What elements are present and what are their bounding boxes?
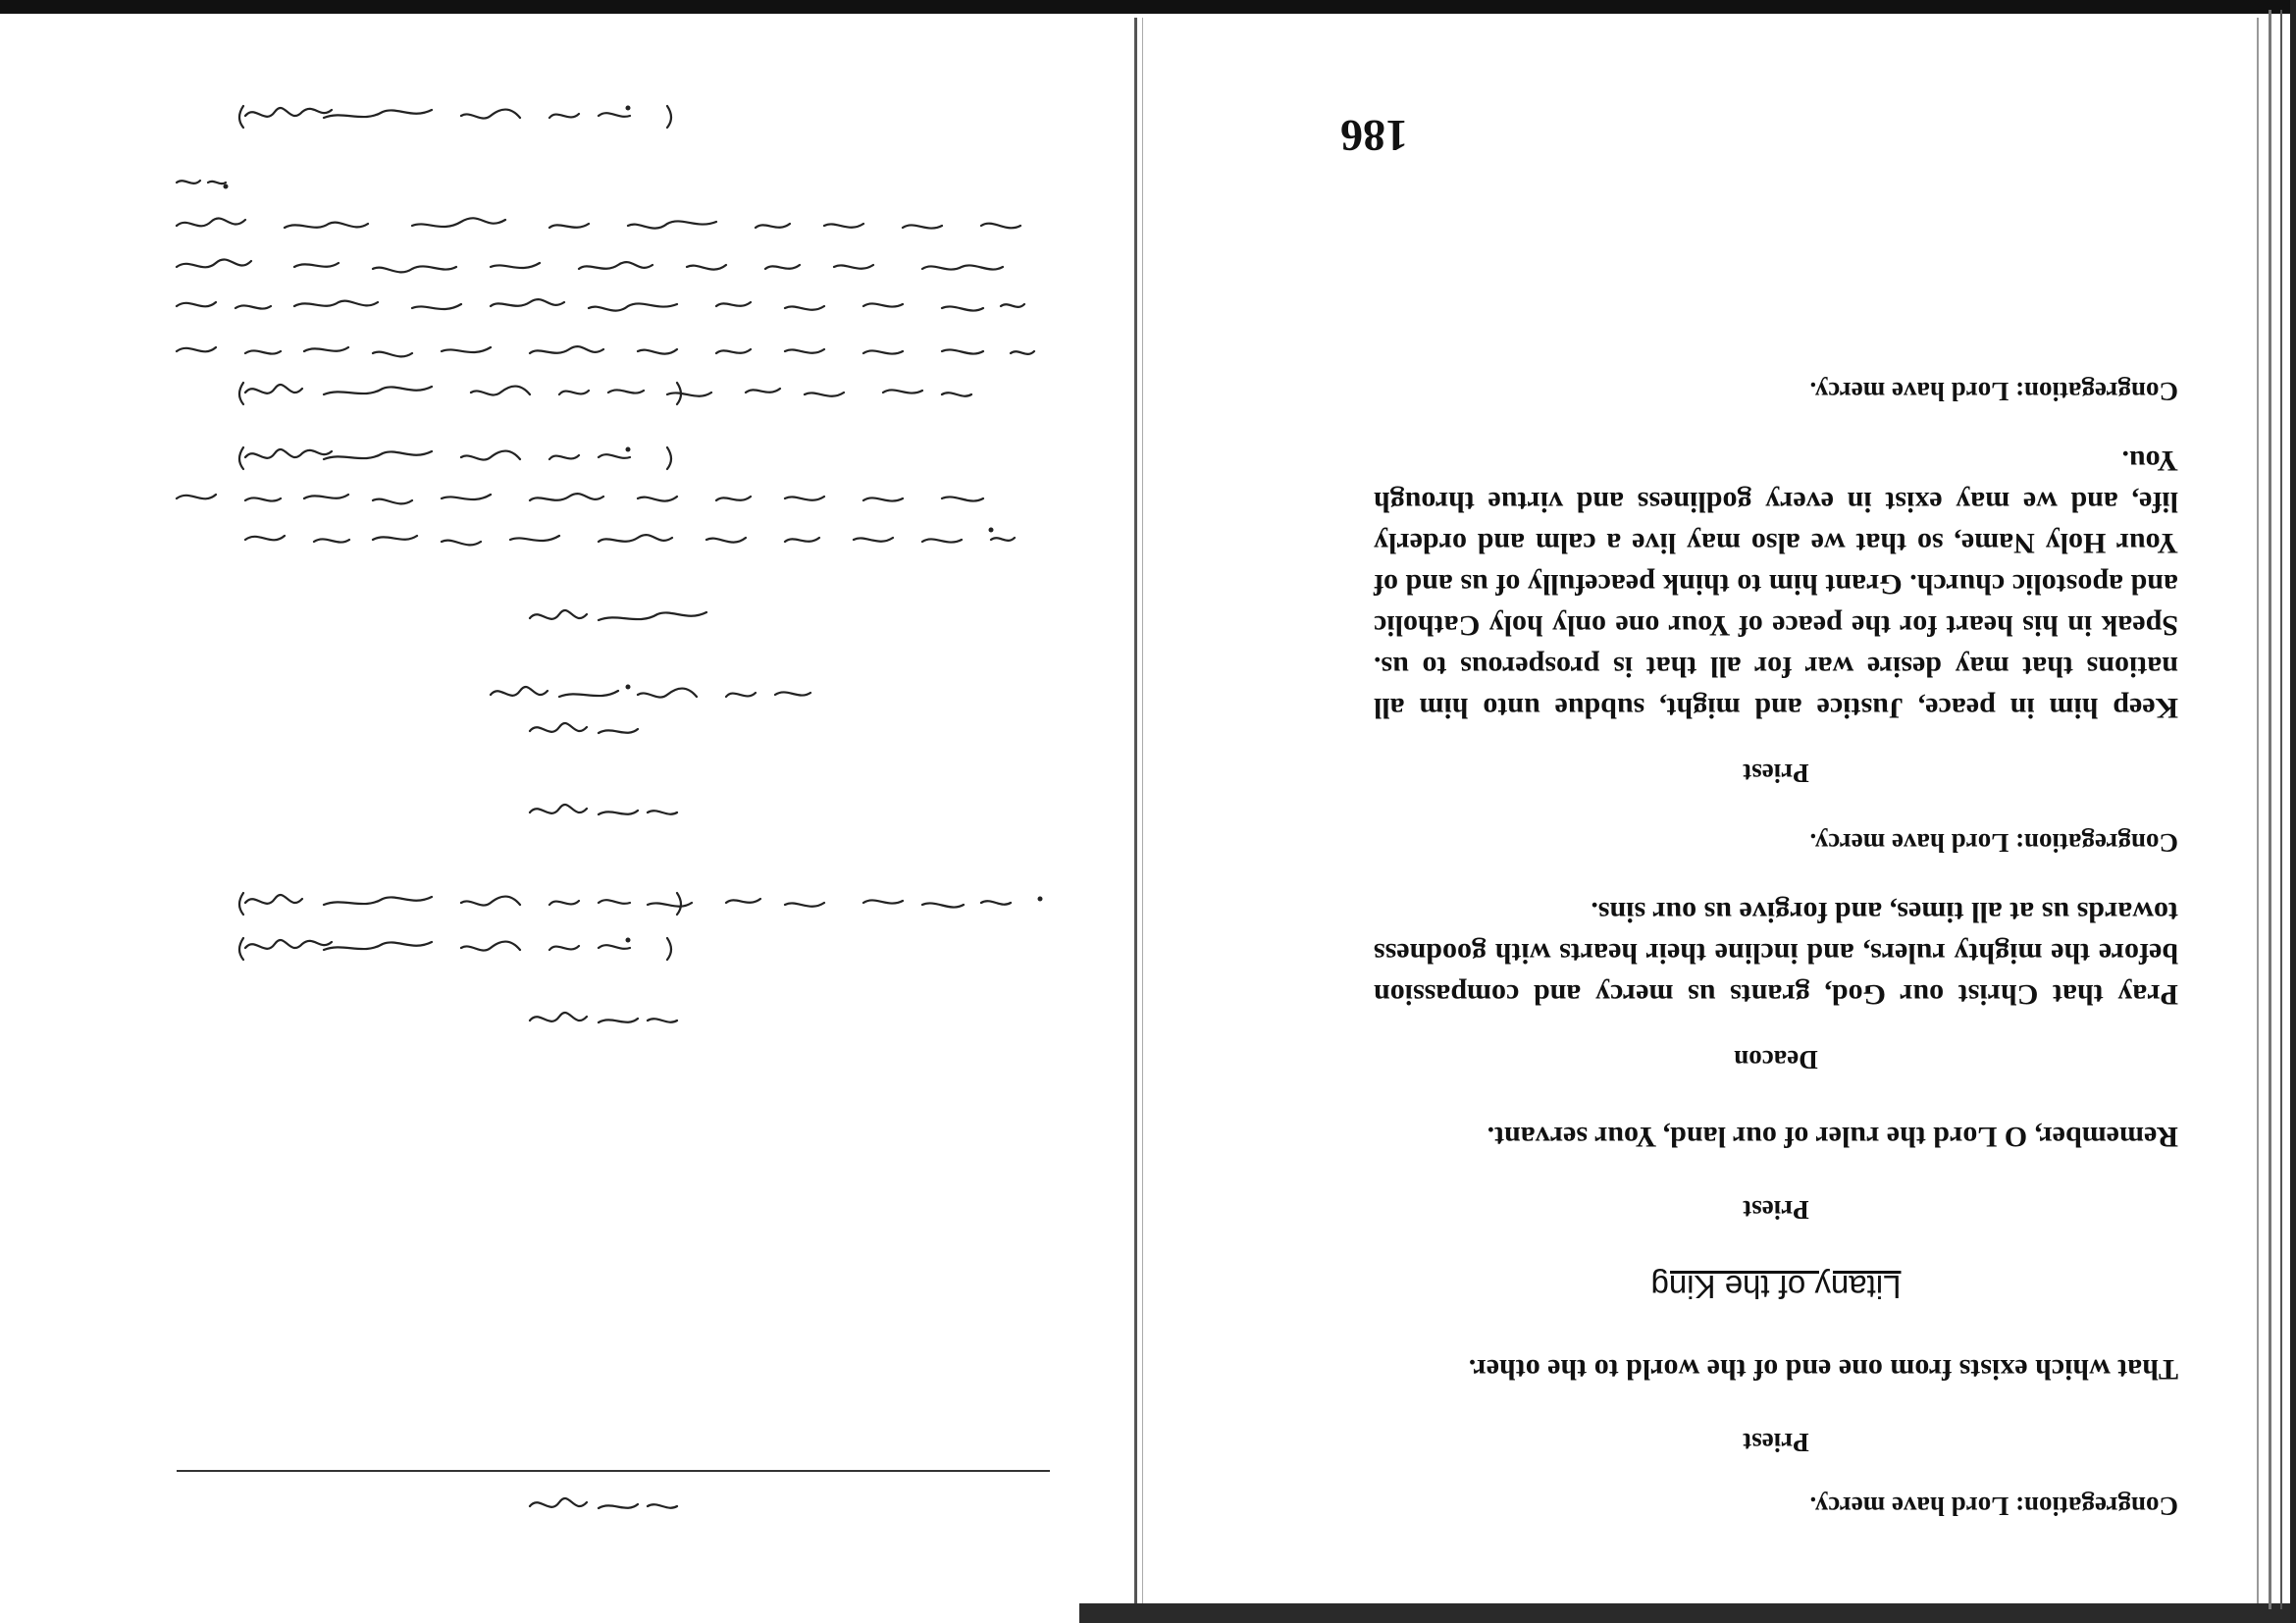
book-spine-shadow <box>1142 18 1143 1603</box>
speaker-priest: Priest <box>1743 1195 1809 1225</box>
paragraph-pray: Pray that Christ our God, grants us mercy and compassion before the mighty rulers, and incline their hearts with goodness towards us at all times, and forgive us our sins. <box>1374 896 2178 1011</box>
page-edge <box>2280 10 2282 1609</box>
page-number: 186 <box>1340 111 1408 161</box>
paragraph-keep-him: Keep him in peace, Justice and might, subdue unto him all nations that may desire war for all that is prosperous to us. Speak in his heart for the peace of Your one only holy Catholic and apostolic church. Grant him to think peacefully of us and of Your Holy Name, so that we also may live a calm and orderly life, and we may exist in every godliness and virtue through You. <box>1374 445 2178 724</box>
speaker-deacon: Deacon <box>1734 1045 1818 1074</box>
congregation-response: Congregation: Lord have mercy. <box>1809 828 2178 858</box>
paragraph-remember: Remember, O Lord the ruler of our land, Your servant. <box>1487 1121 2178 1153</box>
scan-border-bottom <box>1079 1603 2296 1623</box>
section-title: Litany of the King <box>1650 1269 1902 1305</box>
scan-border-right <box>2290 0 2296 1623</box>
paragraph-other: That which exists from one end of the world to the other. <box>1468 1353 2178 1386</box>
page-edge <box>2269 10 2271 1609</box>
right-page-content <box>1374 376 2178 1521</box>
handwritten-footnote-image <box>0 0 1138 1623</box>
speaker-priest: Priest <box>1743 1428 1809 1457</box>
congregation-response: Congregation: Lord have mercy. <box>1809 377 2178 406</box>
congregation-response: Congregation: Lord have mercy. <box>1809 1492 2178 1521</box>
right-page <box>1148 29 2247 1590</box>
speaker-priest: Priest <box>1743 759 1809 788</box>
page-edge <box>2257 18 2259 1603</box>
